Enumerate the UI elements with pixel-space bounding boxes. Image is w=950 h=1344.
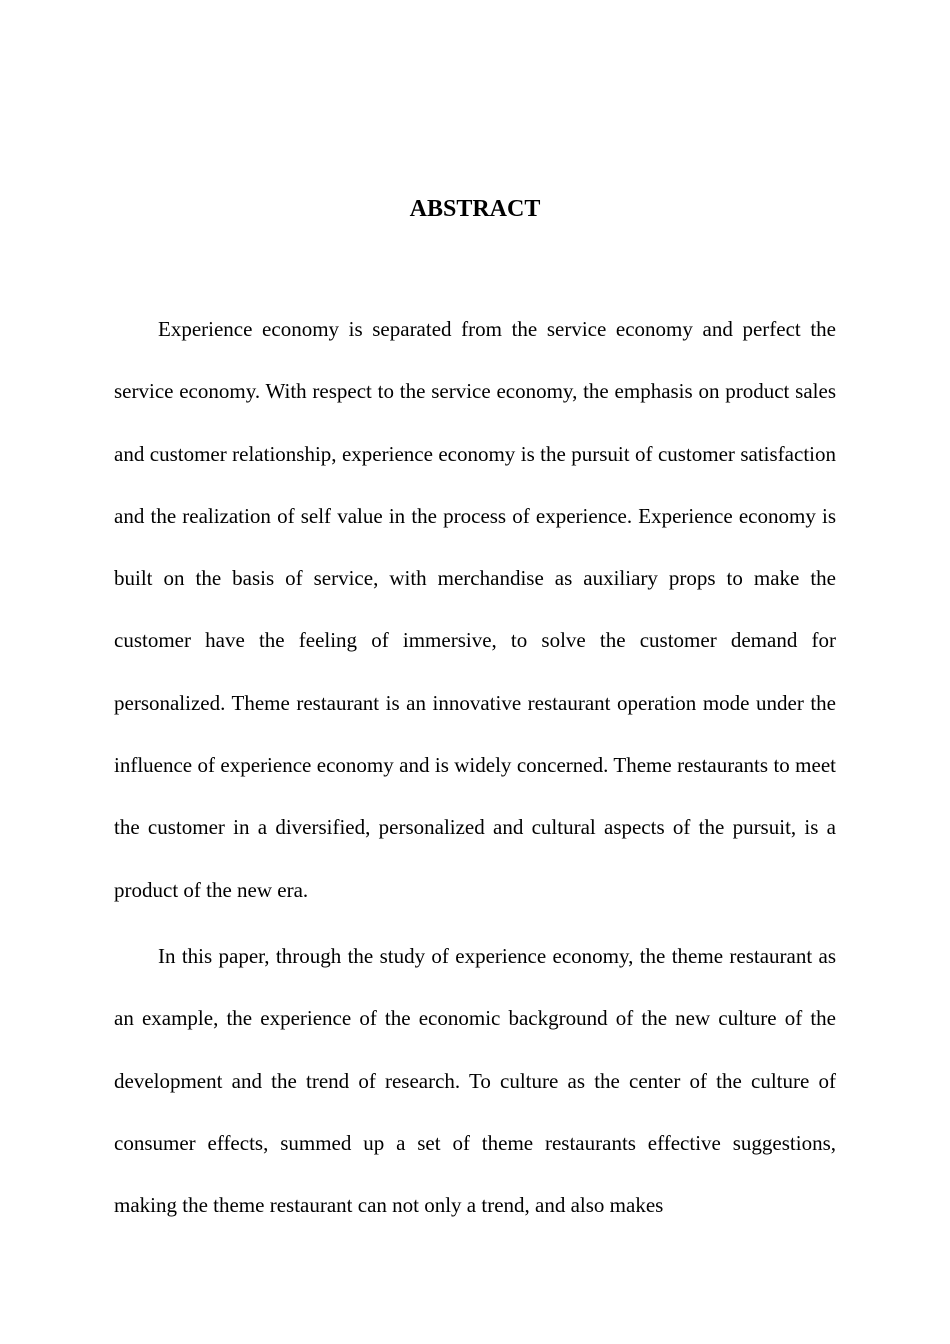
abstract-paragraph-1: Experience economy is separated from the service economy and perfect the service economy. With respect to the service economy, the emphasis on product sales and customer relationship, experience economy is the pursuit of customer satisfaction and the realization of self value in the process of experience. Experience economy is built on the basis of service, with merchandise as auxiliary props to make the customer have the feeling of immersive, to solve the customer demand for personalized. Theme restaurant is an innovative restaurant operation mode under the influence of experience economy and is widely concerned. Theme restaurants to meet the customer in a diversified, personalized and cultural aspects of the pursuit, is a product of the new era. (114, 317, 836, 902)
abstract-body (114, 298, 836, 1240)
abstract-paragraph-2: In this paper, through the study of experience economy, the theme restaurant as an example, the experience of the economic background of the new culture of the development and the trend of research. To culture as the center of the culture of consumer effects, summed up a set of theme restaurants effective suggestions, making the theme restaurant can not only a trend, and also makes (114, 943, 836, 1218)
abstract-heading: ABSTRACT (409, 196, 541, 222)
